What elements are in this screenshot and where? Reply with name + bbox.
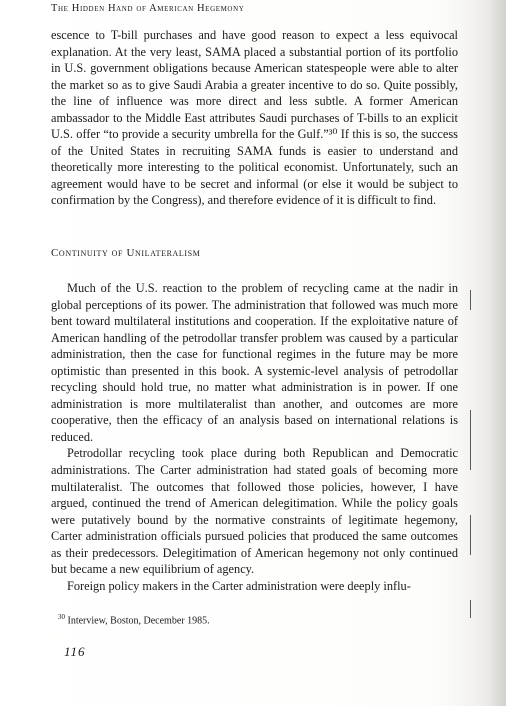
scan-edge-mark: [470, 515, 471, 555]
footnote-number: 30: [58, 613, 65, 621]
section-one-text: [51, 27, 458, 209]
body-paragraph: Foreign policy makers in the Carter administration were deeply influ-: [67, 578, 411, 593]
section-two-text: [51, 280, 458, 594]
body-paragraph: Much of the U.S. reaction to the problem of recycling came at the nadir in global perceptions of its power. The administration that followed was much more bent toward multilateral institutions and cooperation. If the exploitative nature of American handling of the petrodollar transfer problem was caused by a particular administration, then the case for functional regimes in the future may be more optimistic than presented in this book. A systemic-level analysis of petrodollar recycling should hold true, no matter what administration is in power. If one administration is more multilateralist than another, and outcomes are more cooperative, then the efficacy of an analysis based on international relations is reduced.: [51, 281, 458, 444]
section-heading: Continuity of Unilateralism: [51, 247, 201, 259]
scan-edge-mark: [470, 290, 471, 310]
footnote-text: Interview, Boston, December 1985.: [67, 615, 210, 627]
body-paragraph: escence to T-bill purchases and have good reason to expect a less equivocal explanation. At the very least, SAMA placed a substantial portion of its portfolio in U.S. government obligations because American statespeople were able to alter the market so as to give Saudi Arabia a greater incentive to do so. Quite possibly, the line of influence was more direct and less subtle. A former American ambassador to the Middle East attributes Saudi purchases of T-bills to an explicit U.S. offer “to provide a security umbrella for the Gulf.”³⁰ If this is so, the success of the United States in recruiting SAMA funds is easier to understand and theoretically more interesting to the political economist. Unfortunately, such an agreement would have to be secret and informal (or else it would be subject to confirmation by the Congress), and therefore evidence of it is difficult to find.: [51, 28, 458, 208]
body-paragraph: Petrodollar recycling took place during both Republican and Democratic administrations. The Carter administration had stated goals of becoming more multilateralist. The outcomes that followed those policies, however, I have argued, continued the trend of American delegitimation. While the policy goals were putatively bound by the normative constraints of legitimate hegemony, Carter administration officials pursued policies that produced the same outcomes as their predecessors. Delegitimation of American hegemony not only continued but became a new equilibrium of agency.: [51, 446, 458, 577]
footnote: [58, 611, 458, 627]
page-number: 116: [64, 644, 86, 659]
scan-edge-mark: [470, 410, 471, 470]
running-head: The Hidden Hand of American Hegemony: [51, 3, 245, 14]
scan-edge-mark: [470, 600, 471, 618]
